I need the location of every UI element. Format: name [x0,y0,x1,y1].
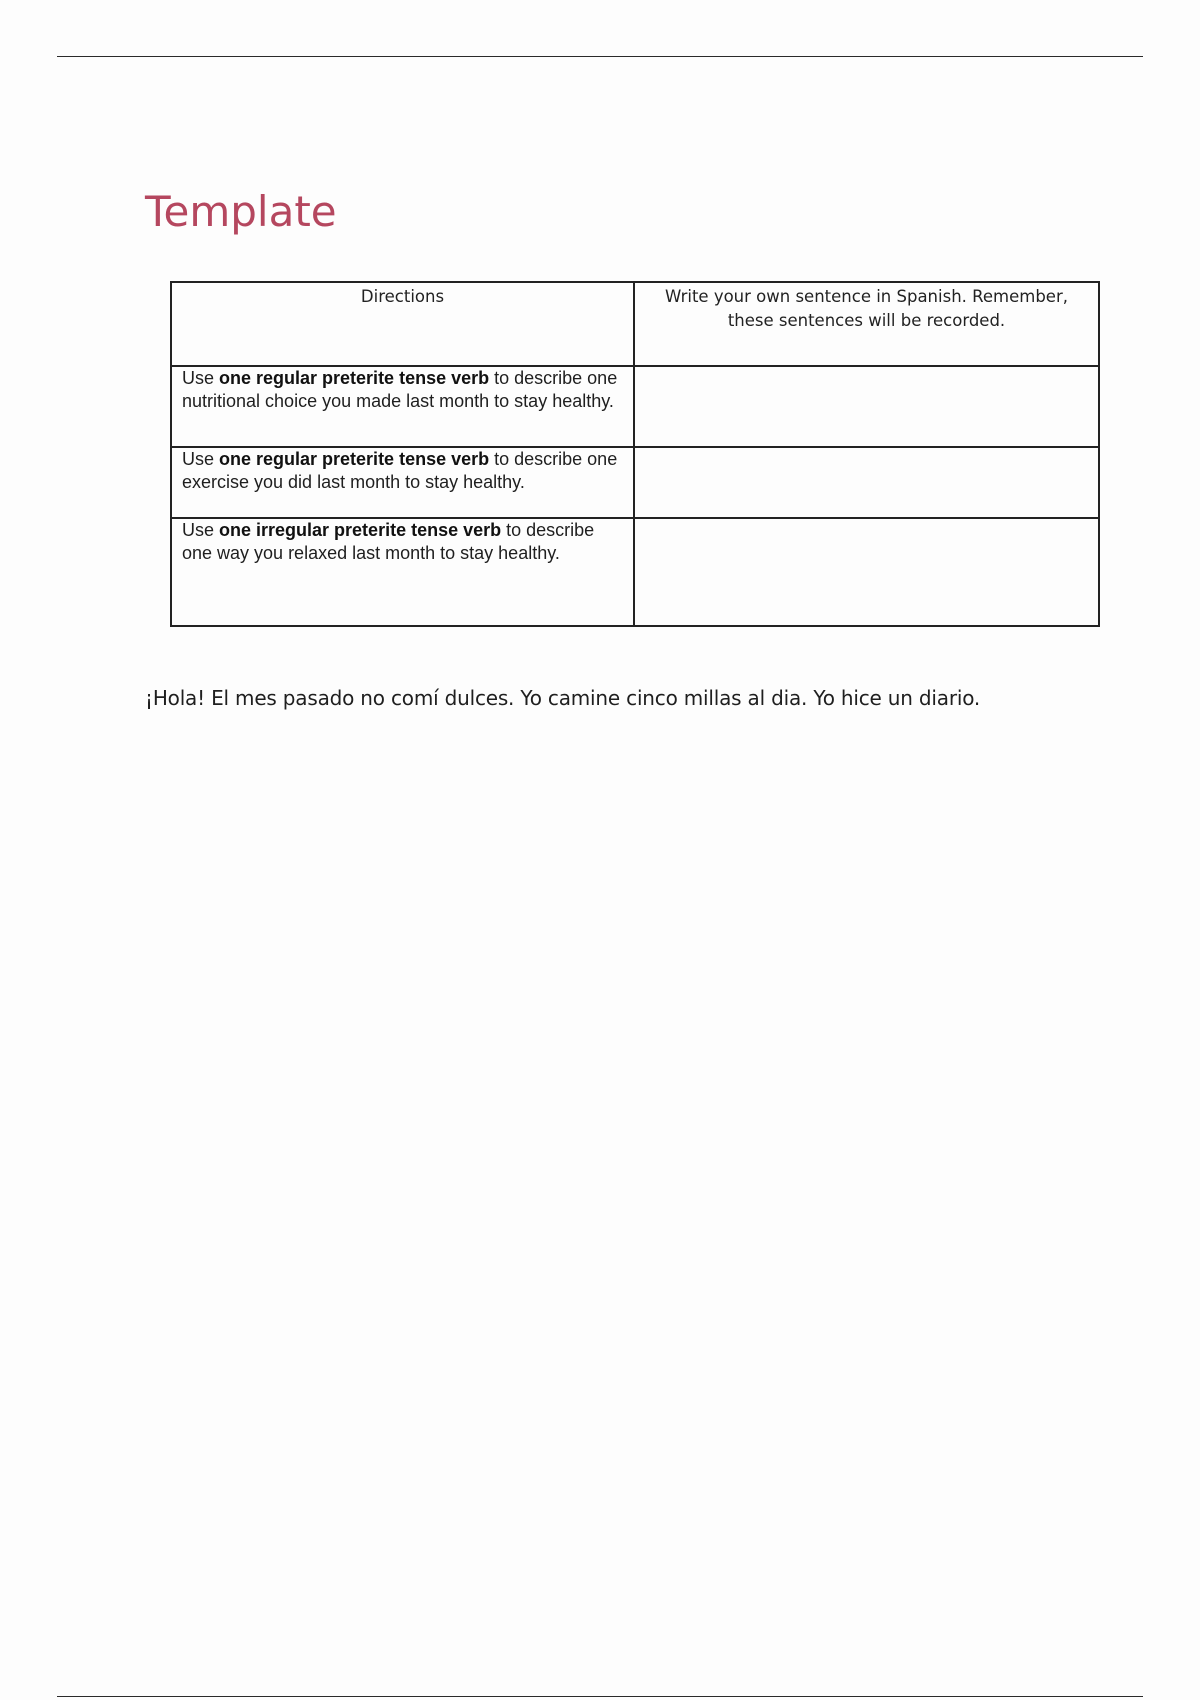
direction-prefix: Use [182,520,220,540]
direction-cell [171,518,634,626]
directions-header-cell [171,282,634,366]
direction-cell [171,366,634,447]
response-header-label: Write your own sentence in Spanish. Remember, these sentences will be recorded. [665,287,1068,330]
direction-emphasis: one regular preterite tense verb [219,368,490,388]
answer-paragraph: ¡Hola! El mes pasado no comí dulces. Yo camine cinco millas al dia. Yo hice un diario. [145,686,981,710]
direction-suffix: to describe one exercise you did last month to stay healthy. [182,449,618,492]
response-cell[interactable] [634,447,1099,518]
direction-suffix: to describe one nutritional choice you made last month to stay healthy. [182,368,618,411]
table-header-row [171,282,1099,366]
directions-table [170,281,1100,627]
direction-emphasis: one irregular preterite tense verb [219,520,502,540]
response-header-cell [634,282,1099,366]
table-row [171,366,1099,447]
footer-rule [57,1696,1143,1697]
header-rule [57,56,1143,57]
table-row [171,447,1099,518]
direction-prefix: Use [182,449,220,469]
direction-suffix: to describe one way you relaxed last month to stay healthy. [182,520,595,563]
response-cell[interactable] [634,366,1099,447]
table-row [171,518,1099,626]
direction-emphasis: one regular preterite tense verb [219,449,490,469]
directions-header-label: Directions [360,287,445,306]
direction-cell [171,447,634,518]
direction-prefix: Use [182,368,220,388]
response-cell[interactable] [634,518,1099,626]
page-title: Template [145,187,337,236]
